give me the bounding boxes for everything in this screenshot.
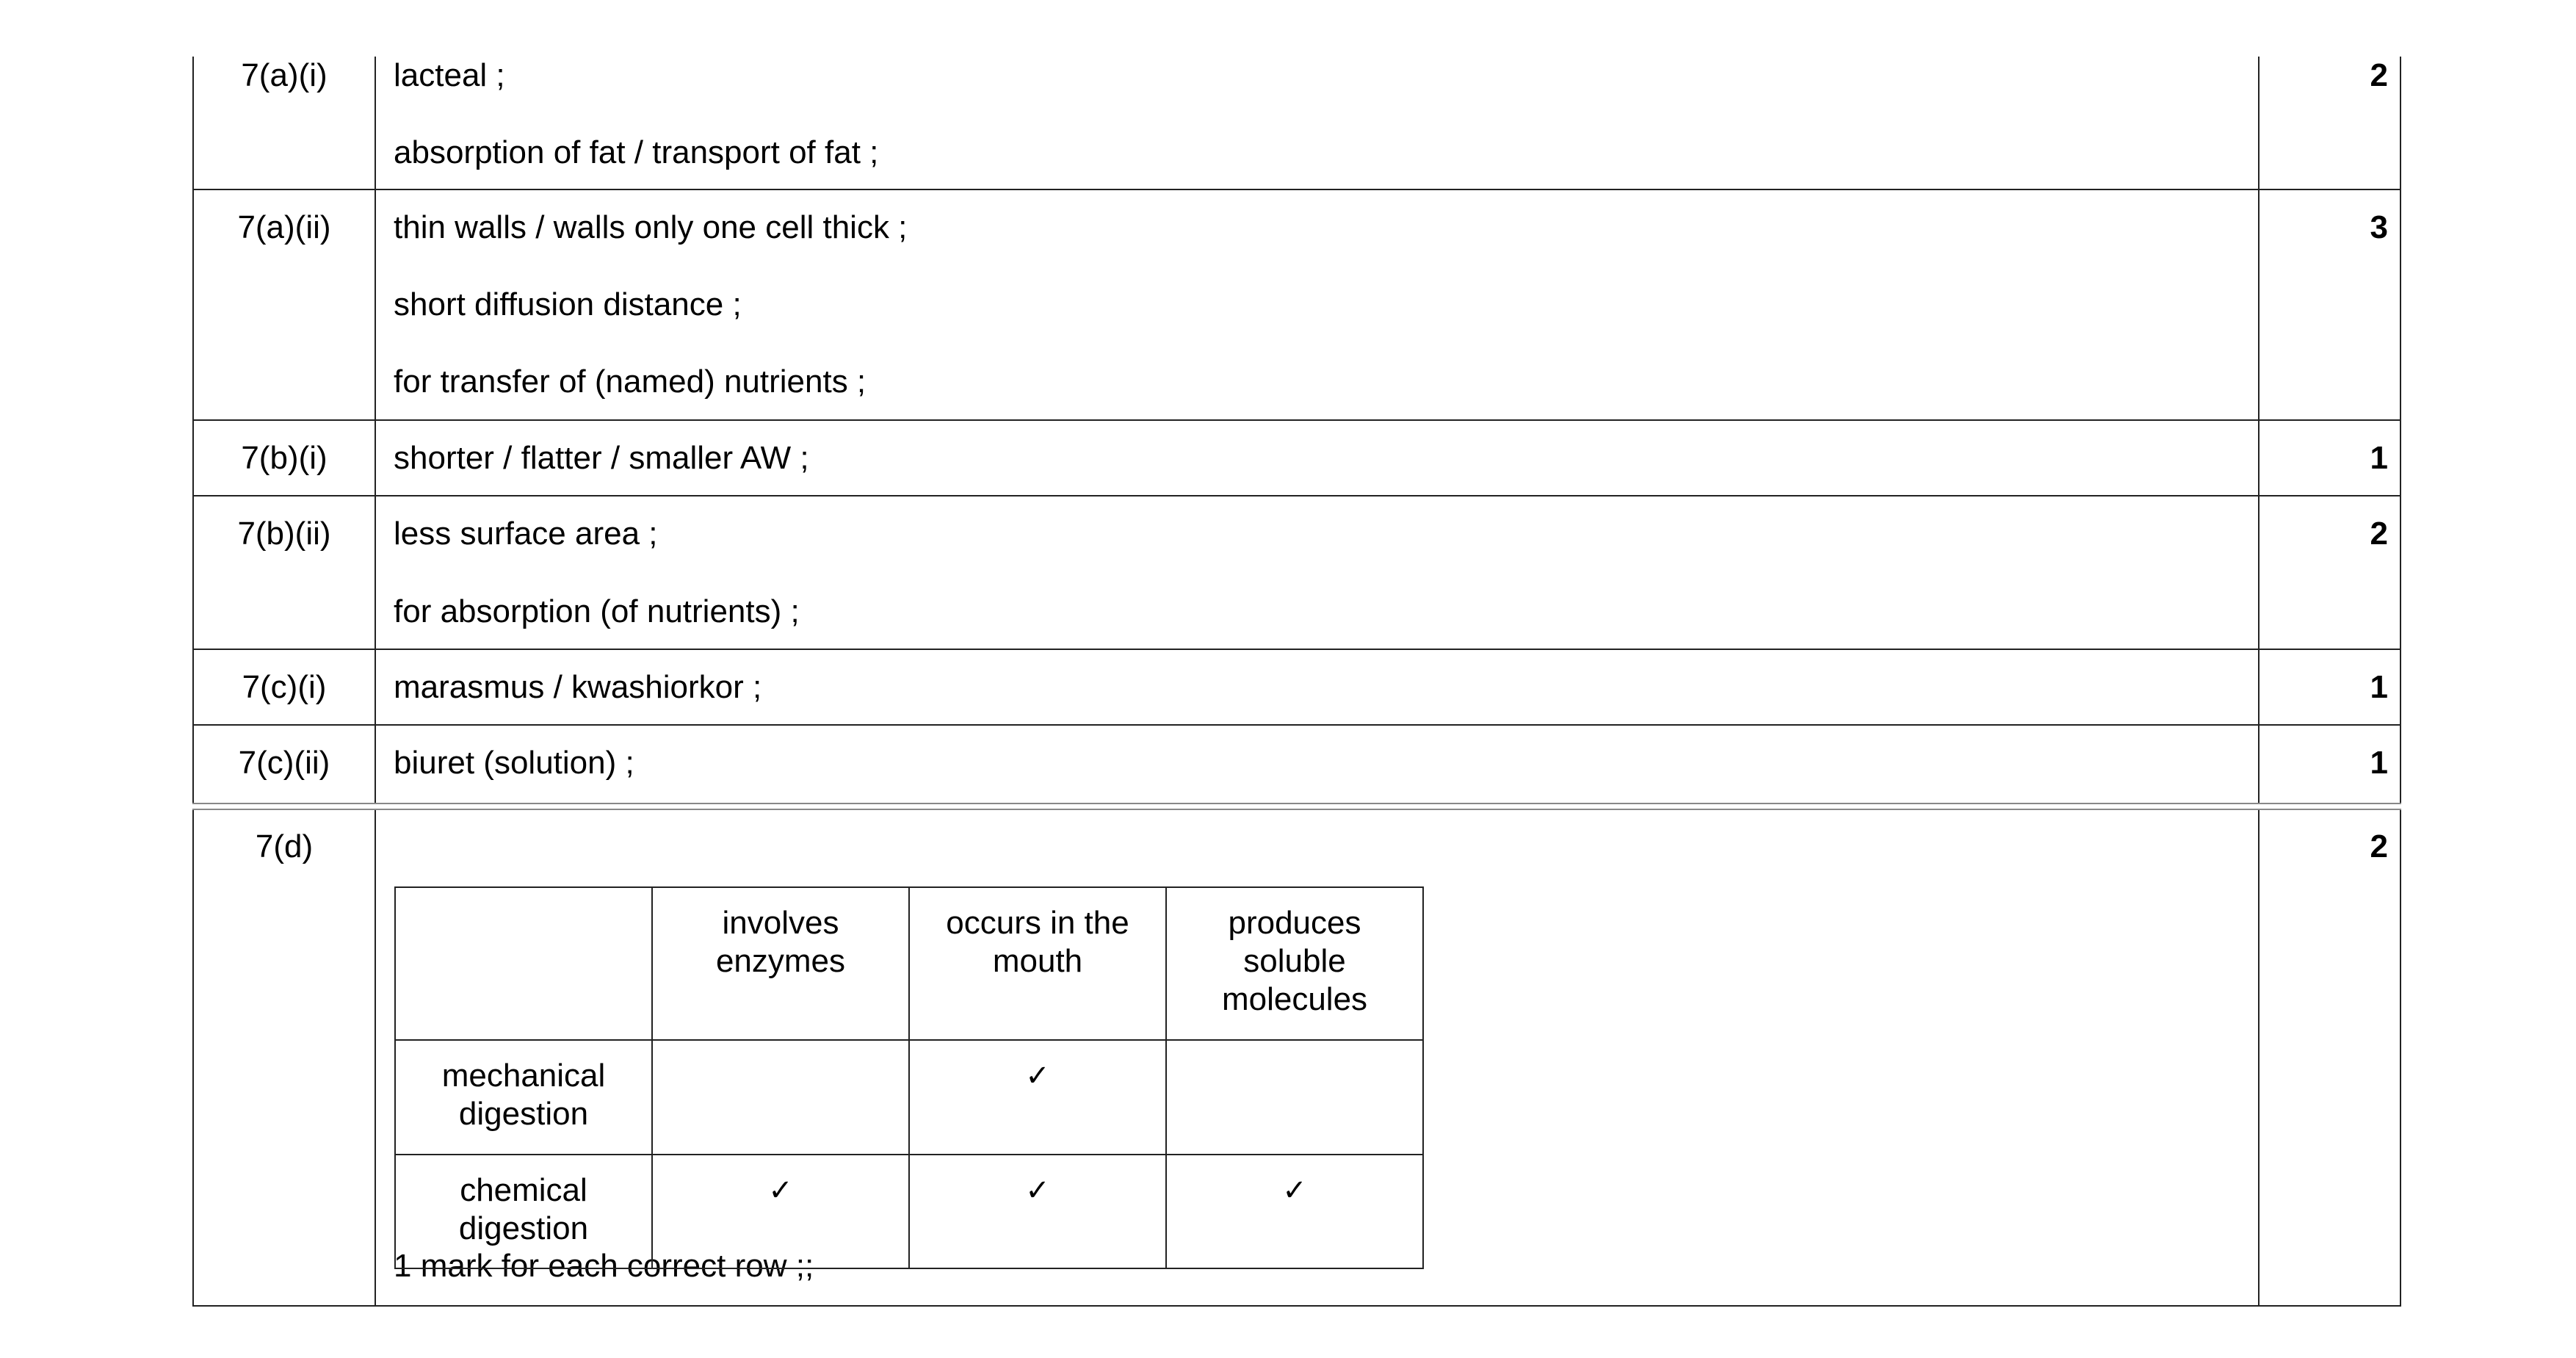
answer-line: marasmus / kwashiorkor ;	[394, 669, 762, 705]
marks-value: 1	[2370, 669, 2388, 705]
question-number: 7(a)(i)	[241, 57, 328, 93]
answer-line: lacteal ;	[394, 57, 505, 93]
table-header-row	[395, 887, 1423, 1040]
header-cell: involves enzymes	[652, 887, 909, 1040]
question-number: 7(b)(ii)	[237, 516, 331, 552]
mark-note: 1 mark for each correct row ;;	[394, 1248, 814, 1284]
marks-value: 3	[2370, 209, 2388, 245]
table-row	[395, 1040, 1423, 1155]
answer-line: for transfer of (named) nutrients ;	[394, 364, 866, 400]
tick-cell	[1166, 1040, 1423, 1155]
question-number: 7(b)(i)	[241, 440, 328, 476]
mark-scheme-table	[192, 57, 2401, 1307]
row-label: mechanical digestion	[395, 1040, 652, 1155]
tick-cell: ✓	[909, 1155, 1166, 1268]
marks-value: 2	[2370, 516, 2388, 552]
table-row	[395, 1155, 1423, 1268]
marks-value: 1	[2370, 745, 2388, 781]
answer-row	[192, 57, 2401, 190]
answer-row	[192, 190, 2401, 421]
question-number: 7(d)	[255, 828, 314, 864]
question-number: 7(c)(ii)	[238, 745, 330, 781]
tick-cell: ✓	[1166, 1155, 1423, 1268]
answer-line: short diffusion distance ;	[394, 286, 742, 322]
answer-row	[192, 650, 2401, 726]
marks-value: 2	[2370, 828, 2388, 864]
answer-row	[192, 726, 2401, 803]
marks-value: 1	[2370, 440, 2388, 476]
question-number: 7(a)(ii)	[237, 209, 331, 245]
tick-cell: ✓	[652, 1155, 909, 1268]
tick-cell	[652, 1040, 909, 1155]
marks-value: 2	[2370, 57, 2388, 93]
answer-line: shorter / flatter / smaller AW ;	[394, 440, 809, 476]
header-cell: occurs in the mouth	[909, 887, 1166, 1040]
answer-row	[192, 496, 2401, 650]
answer-line: biuret (solution) ;	[394, 745, 634, 781]
answer-line: for absorption (of nutrients) ;	[394, 593, 800, 629]
answer-line: thin walls / walls only one cell thick ;	[394, 209, 908, 245]
question-number: 7(c)(i)	[242, 669, 327, 705]
answer-row	[192, 421, 2401, 496]
row-label: chemical digestion	[395, 1155, 652, 1268]
answer-line: less surface area ;	[394, 516, 658, 552]
digestion-table	[394, 886, 1424, 1269]
header-cell: produces soluble molecules	[1166, 887, 1423, 1040]
tick-cell: ✓	[909, 1040, 1166, 1155]
answer-line: absorption of fat / transport of fat ;	[394, 134, 879, 170]
page-break-divider	[192, 803, 2401, 810]
header-cell-empty	[395, 887, 652, 1040]
